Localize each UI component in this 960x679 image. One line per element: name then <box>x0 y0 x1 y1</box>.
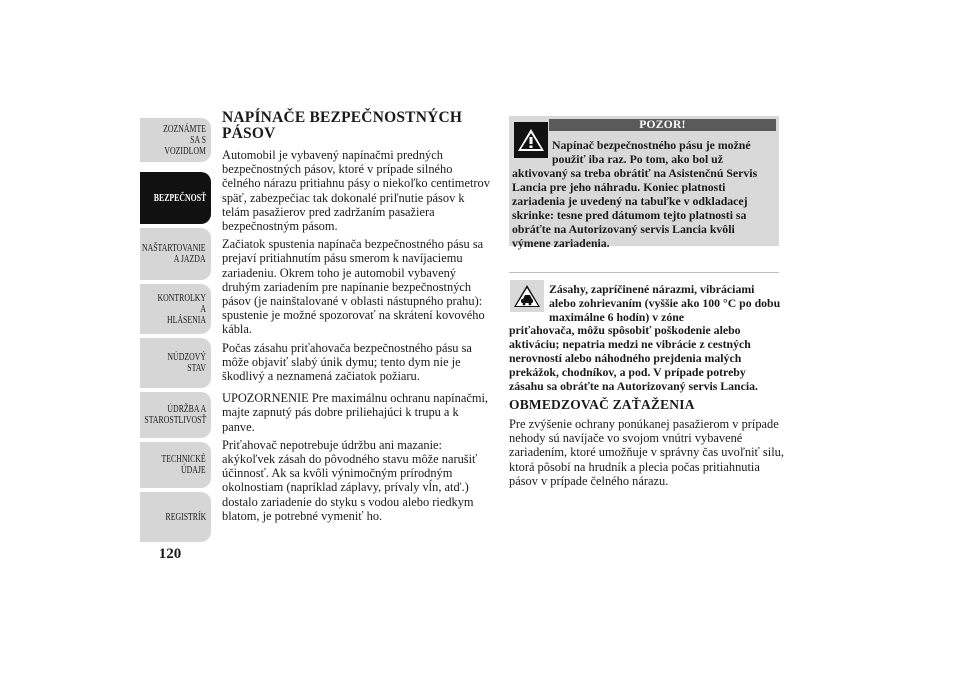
tab-emergency-label: NÚDZOVÝ STAV <box>167 352 206 374</box>
tab-warnings-label: KONTROLKY A HLÁSENIA <box>157 292 206 326</box>
limiter-text: Pre zvýšenie ochrany ponúkanej pasažierom v prípade nehody sú navíjače vo svojom vnútri vybavené zariadením, ktoré umožňuje v správny čas uvoľniť silu, ktorá pôsobí na hrudník a plecia počas pritiahnutia pásov v prípade čelného nárazu. <box>509 417 784 488</box>
left-column <box>222 110 494 527</box>
paragraph-maintenance: Priťahovač nepotrebuje údržbu ani mazanie: akýkoľvek zásah do pôvodného stavu môže narušiť účinnosť. Ak sa kvôli výnimočným prírodným okolnostiam (napríklad záplavy, prívaly vĺn, atď.) dostalo zariadenie do styku s vodou alebo riedkym blatom, je potrebné vymeniť ho. <box>222 437 478 523</box>
divider <box>509 272 779 273</box>
warning-heading: POZOR! <box>549 119 776 131</box>
tab-index-label: REGISTRÍK <box>165 511 206 523</box>
paragraph-smoke: Počas zásahu priťahovača bezpečnostného pásu sa môže objaviť slabý únik dymu; tento dym nie je škodlivý a neznamená začiatok požiaru. <box>222 340 472 384</box>
tab-emergency[interactable] <box>140 338 211 388</box>
tab-warnings[interactable] <box>140 284 211 334</box>
note-text-rest: priťahovača, môžu spôsobiť poškodenie alebo aktiváciu; nepatria medzi ne vibrácie z cestných nerovností alebo náhodného prejdenia malých prekážok, chodníkov, a pod. V prípade potreby zásahu sa obráťte na Autorizovaný servis Lancia. <box>509 323 758 393</box>
section-title: NAPÍNAČE BEZPEČNOSTNÝCH PÁSOV <box>222 109 463 142</box>
note-text-lead: Zásahy, zapríčinené nárazmi, vibráciami alebo zohrievaním (vyššie ako 100 °C po dobu maximálne 6 hodín) v zóne <box>549 282 781 324</box>
tab-starting[interactable] <box>140 228 211 280</box>
tab-technical[interactable] <box>140 442 211 488</box>
tab-vehicle-label: ZOZNÁMTE SA S VOZIDLOM <box>163 123 206 157</box>
tab-index[interactable] <box>140 492 211 542</box>
tab-starting-label: NAŠTARTOVANIE A JAZDA <box>142 243 206 265</box>
warning-text <box>512 138 774 250</box>
tab-maintenance-label: ÚDRŽBA A STAROSTLIVOSŤ <box>144 404 206 426</box>
tab-safety-label: BEZPEČNOSŤ <box>153 192 206 204</box>
limiter-title: OBMEDZOVAČ ZAŤAŽENIA <box>509 397 695 412</box>
tab-maintenance[interactable] <box>140 392 211 438</box>
paragraph-notice: UPOZORNENIE Pre maximálnu ochranu napínačmi, majte zapnutý pás dobre priliehajúci k trupu a k panve. <box>222 391 488 434</box>
paragraph-intro: Automobil je vybavený napínačmi predných bezpečnostných pásov, ktoré v prípade silného čelného nárazu pritiahnu pásy o niekoľko centimetrov späť, zabezpečiac tak dokonalé priľnutie pásov k telám pasažierov pred zadržaním pasažiera bezpečnostným pásom. <box>222 148 490 234</box>
page-number: 120 <box>158 546 182 562</box>
tab-technical-label: TECHNICKÉ ÚDAJE <box>161 454 206 476</box>
note-text <box>509 283 781 393</box>
paragraph-activation: Začiatok spustenia napínača bezpečnostného pásu sa prejaví pritiahnutím pásu smerom k navíjaciemu zariadeniu. Okrem toho je automobil vybavený druhým zariadením pre napínanie bezpečnostných pásov (je nainštalované v oblasti nástupného prahu): spustenie je možné spozorovať na skrátení kovového kábla. <box>222 237 485 337</box>
tab-safety[interactable] <box>140 172 211 224</box>
warning-text-rest: aktivovaný sa treba obrátiť na Asistenčnú Servis Lancia pre jeho náhradu. Koniec platnosti zariadenia je uvedený na tabuľke v odkladacej skrinke: tesne pred dátumom tejto platnosti sa obráťte na Autorizovaný servis Lancia kvôli výmene zariadenia. <box>512 166 758 250</box>
tab-vehicle[interactable] <box>140 118 211 162</box>
warning-text-lead: Napínač bezpečnostného pásu je možné použiť iba raz. Po tom, ako bol už <box>552 138 751 166</box>
